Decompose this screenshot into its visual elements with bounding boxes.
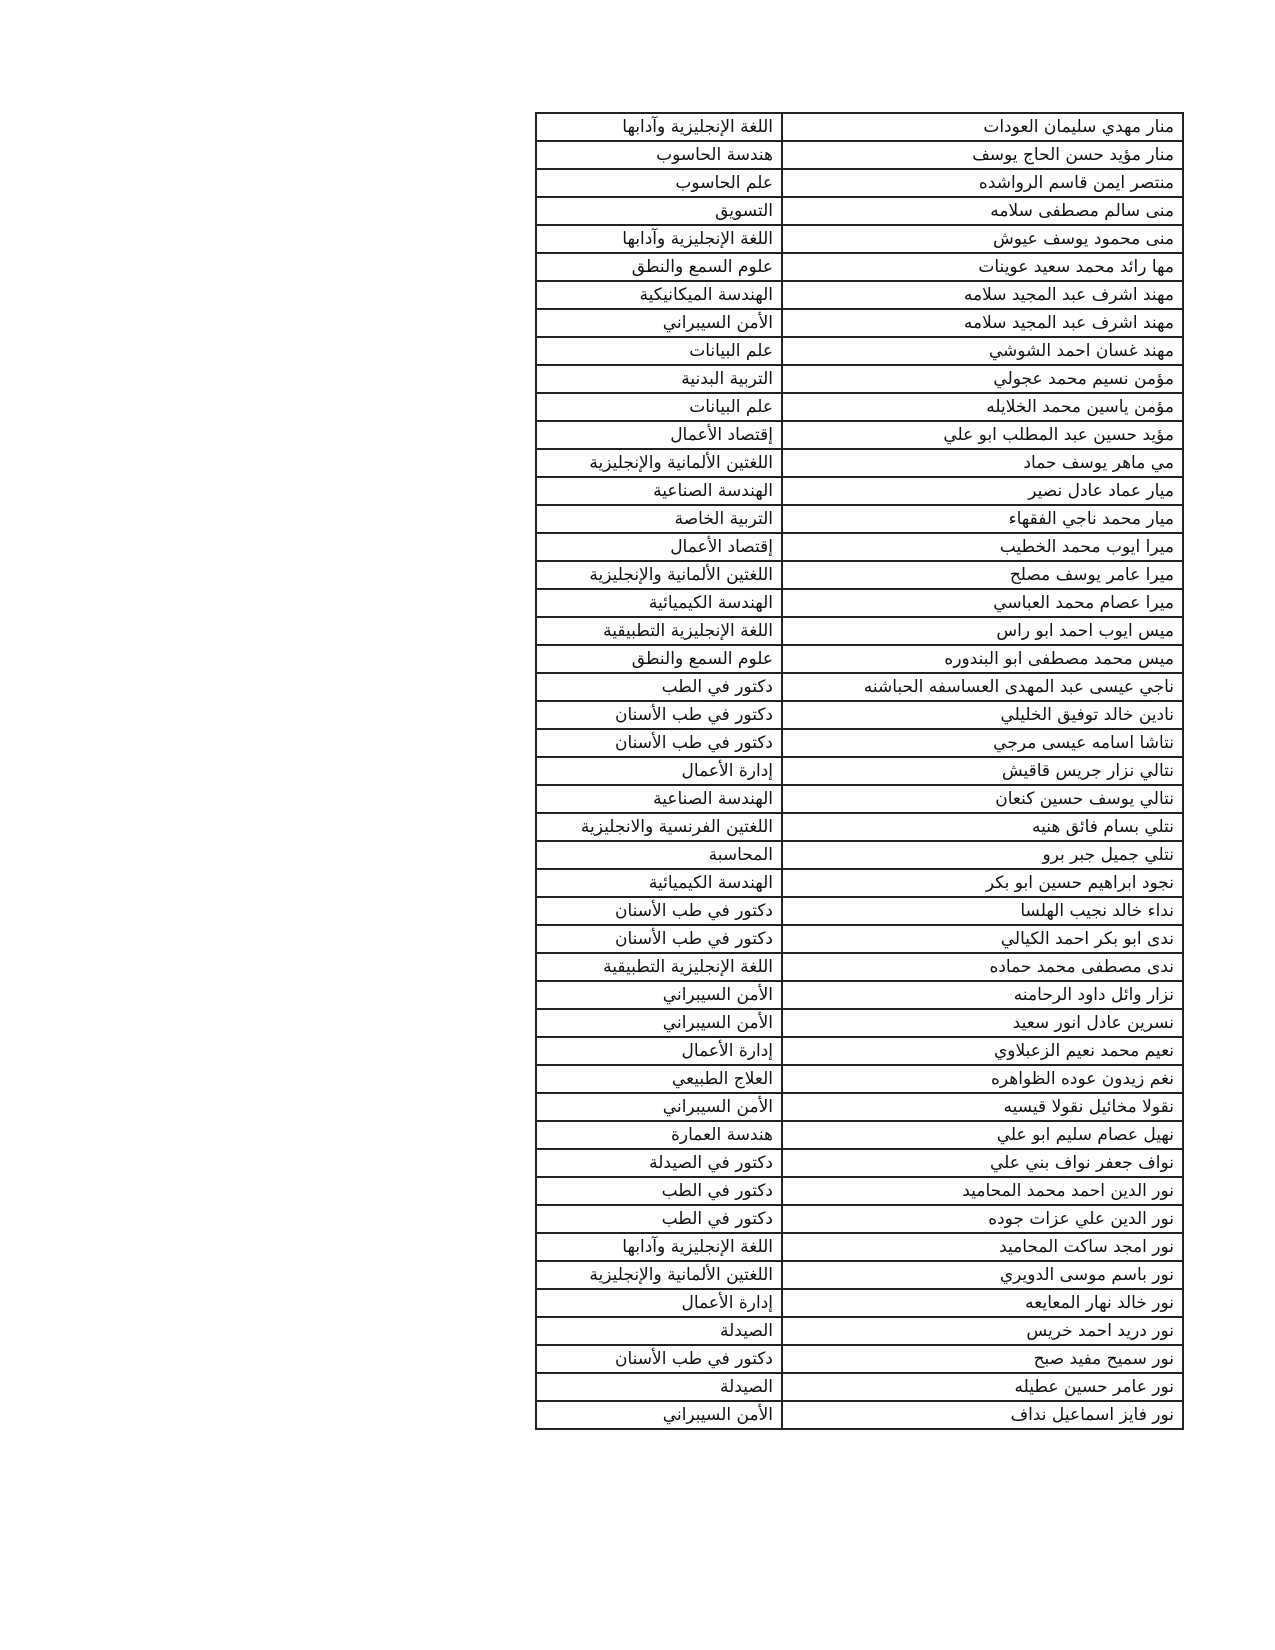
major-cell: دكتور في طب الأسنان xyxy=(536,925,782,953)
major-cell: علم البيانات xyxy=(536,393,782,421)
student-name-cell: مهند غسان احمد الشوشي xyxy=(782,337,1183,365)
table-row xyxy=(536,1009,1183,1037)
table-row xyxy=(536,561,1183,589)
major-cell: دكتور في الصيدلة xyxy=(536,1149,782,1177)
major-cell: الهندسة الميكانيكية xyxy=(536,281,782,309)
major-cell: الأمن السيبراني xyxy=(536,981,782,1009)
student-name-cell: نقولا مخائيل نقولا قيسيه xyxy=(782,1093,1183,1121)
major-cell: دكتور في الطب xyxy=(536,673,782,701)
major-cell: دكتور في الطب xyxy=(536,1205,782,1233)
table-row xyxy=(536,1345,1183,1373)
table-row xyxy=(536,141,1183,169)
table-row xyxy=(536,645,1183,673)
major-cell: دكتور في طب الأسنان xyxy=(536,701,782,729)
student-name-cell: نسرين عادل انور سعيد xyxy=(782,1009,1183,1037)
table-row xyxy=(536,169,1183,197)
table-row xyxy=(536,785,1183,813)
major-cell: إدارة الأعمال xyxy=(536,1289,782,1317)
student-name-cell: نهيل عصام سليم ابو علي xyxy=(782,1121,1183,1149)
student-name-cell: نور الدين احمد محمد المحاميد xyxy=(782,1177,1183,1205)
major-cell: التربية البدنية xyxy=(536,365,782,393)
student-name-cell: نتالي يوسف حسين كنعان xyxy=(782,785,1183,813)
student-name-cell: نزار وائل داود الرحامنه xyxy=(782,981,1183,1009)
table-row xyxy=(536,617,1183,645)
student-name-cell: ميرا ايوب محمد الخطيب xyxy=(782,533,1183,561)
major-cell: علوم السمع والنطق xyxy=(536,645,782,673)
table-row xyxy=(536,1373,1183,1401)
major-cell: التربية الخاصة xyxy=(536,505,782,533)
table-row xyxy=(536,477,1183,505)
table-row xyxy=(536,813,1183,841)
student-name-cell: ميرا عامر يوسف مصلح xyxy=(782,561,1183,589)
students-table xyxy=(535,112,1184,1430)
student-name-cell: ميس ايوب احمد ابو راس xyxy=(782,617,1183,645)
student-name-cell: منى محمود يوسف عيوش xyxy=(782,225,1183,253)
table-row xyxy=(536,1037,1183,1065)
student-name-cell: نور سميح مفيد صبح xyxy=(782,1345,1183,1373)
major-cell: التسويق xyxy=(536,197,782,225)
major-cell: اللغتين الفرنسية والانجليزية xyxy=(536,813,782,841)
student-name-cell: منى سالم مصطفى سلامه xyxy=(782,197,1183,225)
student-name-cell: نور دريد احمد خريس xyxy=(782,1317,1183,1345)
major-cell: دكتور في طب الأسنان xyxy=(536,897,782,925)
student-name-cell: مها رائد محمد سعيد عوينات xyxy=(782,253,1183,281)
major-cell: دكتور في الطب xyxy=(536,1177,782,1205)
table-row xyxy=(536,281,1183,309)
student-name-cell: نور فايز اسماعيل نداف xyxy=(782,1401,1183,1429)
table-row xyxy=(536,113,1183,141)
table-row xyxy=(536,673,1183,701)
student-name-cell: ميار عماد عادل نصير xyxy=(782,477,1183,505)
student-name-cell: نور عامر حسين عطيله xyxy=(782,1373,1183,1401)
student-name-cell: نتلي بسام فائق هنيه xyxy=(782,813,1183,841)
student-name-cell: نور الدين علي عزات جوده xyxy=(782,1205,1183,1233)
student-name-cell: مي ماهر يوسف حماد xyxy=(782,449,1183,477)
table-row xyxy=(536,841,1183,869)
student-name-cell: نتاشا اسامه عيسى مرجي xyxy=(782,729,1183,757)
table-row xyxy=(536,505,1183,533)
major-cell: علم البيانات xyxy=(536,337,782,365)
student-name-cell: نور امجد ساكت المحاميد xyxy=(782,1233,1183,1261)
table-row xyxy=(536,1177,1183,1205)
table-row xyxy=(536,1065,1183,1093)
major-cell: هندسة الحاسوب xyxy=(536,141,782,169)
major-cell: اللغتين الألمانية والإنجليزية xyxy=(536,449,782,477)
major-cell: الهندسة الكيميائية xyxy=(536,869,782,897)
student-name-cell: ميرا عصام محمد العباسي xyxy=(782,589,1183,617)
table-row xyxy=(536,1261,1183,1289)
table-row xyxy=(536,1121,1183,1149)
student-name-cell: منتصر ايمن قاسم الرواشده xyxy=(782,169,1183,197)
major-cell: الهندسة الكيميائية xyxy=(536,589,782,617)
major-cell: الصيدلة xyxy=(536,1373,782,1401)
major-cell: إقتصاد الأعمال xyxy=(536,421,782,449)
table-row xyxy=(536,981,1183,1009)
table-row xyxy=(536,897,1183,925)
major-cell: الأمن السيبراني xyxy=(536,309,782,337)
table-row xyxy=(536,533,1183,561)
major-cell: العلاج الطبيعي xyxy=(536,1065,782,1093)
table-row xyxy=(536,1317,1183,1345)
major-cell: الأمن السيبراني xyxy=(536,1093,782,1121)
major-cell: الأمن السيبراني xyxy=(536,1401,782,1429)
student-name-cell: نواف جعفر نواف بني علي xyxy=(782,1149,1183,1177)
student-name-cell: نتالي نزار جريس قاقيش xyxy=(782,757,1183,785)
student-name-cell: مهند اشرف عبد المجيد سلامه xyxy=(782,309,1183,337)
student-name-cell: نداء خالد نجيب الهلسا xyxy=(782,897,1183,925)
student-name-cell: ندى مصطفى محمد حماده xyxy=(782,953,1183,981)
student-name-cell: منار مؤيد حسن الحاج يوسف xyxy=(782,141,1183,169)
table-row xyxy=(536,953,1183,981)
table-row xyxy=(536,757,1183,785)
major-cell: اللغة الإنجليزية التطبيقية xyxy=(536,617,782,645)
major-cell: دكتور في طب الأسنان xyxy=(536,1345,782,1373)
major-cell: علوم السمع والنطق xyxy=(536,253,782,281)
student-name-cell: منار مهدي سليمان العودات xyxy=(782,113,1183,141)
major-cell: الصيدلة xyxy=(536,1317,782,1345)
major-cell: اللغة الإنجليزية وآدابها xyxy=(536,113,782,141)
student-name-cell: مهند اشرف عبد المجيد سلامه xyxy=(782,281,1183,309)
table-row xyxy=(536,1233,1183,1261)
major-cell: اللغة الإنجليزية وآدابها xyxy=(536,225,782,253)
major-cell: دكتور في طب الأسنان xyxy=(536,729,782,757)
major-cell: إدارة الأعمال xyxy=(536,757,782,785)
table-row xyxy=(536,701,1183,729)
student-name-cell: مؤيد حسين عبد المطلب ابو علي xyxy=(782,421,1183,449)
student-name-cell: ميار محمد ناجي الفقهاء xyxy=(782,505,1183,533)
major-cell: الهندسة الصناعية xyxy=(536,477,782,505)
table-row xyxy=(536,449,1183,477)
table-row xyxy=(536,1401,1183,1429)
student-name-cell: نادين خالد توفيق الخليلي xyxy=(782,701,1183,729)
major-cell: الأمن السيبراني xyxy=(536,1009,782,1037)
major-cell: اللغة الإنجليزية وآدابها xyxy=(536,1233,782,1261)
major-cell: علم الحاسوب xyxy=(536,169,782,197)
table-row xyxy=(536,309,1183,337)
table-row xyxy=(536,365,1183,393)
table-row xyxy=(536,253,1183,281)
major-cell: المحاسبة xyxy=(536,841,782,869)
table-row xyxy=(536,925,1183,953)
student-name-cell: نور باسم موسى الدويري xyxy=(782,1261,1183,1289)
major-cell: الهندسة الصناعية xyxy=(536,785,782,813)
major-cell: اللغتين الألمانية والإنجليزية xyxy=(536,1261,782,1289)
table-row xyxy=(536,729,1183,757)
table-row xyxy=(536,337,1183,365)
student-name-cell: نعيم محمد نعيم الزعبلاوي xyxy=(782,1037,1183,1065)
table-row xyxy=(536,1205,1183,1233)
student-name-cell: مؤمن نسيم محمد عجولي xyxy=(782,365,1183,393)
major-cell: اللغتين الألمانية والإنجليزية xyxy=(536,561,782,589)
major-cell: اللغة الإنجليزية التطبيقية xyxy=(536,953,782,981)
table-row xyxy=(536,869,1183,897)
student-name-cell: مؤمن ياسين محمد الخلايله xyxy=(782,393,1183,421)
major-cell: هندسة العمارة xyxy=(536,1121,782,1149)
table-row xyxy=(536,1093,1183,1121)
table-row xyxy=(536,589,1183,617)
table-row xyxy=(536,421,1183,449)
students-table-body xyxy=(536,113,1183,1429)
table-row xyxy=(536,1289,1183,1317)
major-cell: إدارة الأعمال xyxy=(536,1037,782,1065)
student-name-cell: نجود ابراهيم حسين ابو بكر xyxy=(782,869,1183,897)
student-name-cell: نغم زيدون عوده الظواهره xyxy=(782,1065,1183,1093)
table-row xyxy=(536,393,1183,421)
table-row xyxy=(536,197,1183,225)
student-name-cell: ندى ابو بكر احمد الكيالي xyxy=(782,925,1183,953)
table-row xyxy=(536,225,1183,253)
student-name-cell: نور خالد نهار المعايعه xyxy=(782,1289,1183,1317)
student-name-cell: نتلي جميل جبر برو xyxy=(782,841,1183,869)
table-row xyxy=(536,1149,1183,1177)
major-cell: إقتصاد الأعمال xyxy=(536,533,782,561)
student-name-cell: ميس محمد مصطفى ابو البندوره xyxy=(782,645,1183,673)
student-name-cell: ناجي عيسى عبد المهدى العساسفه الحباشنه xyxy=(782,673,1183,701)
